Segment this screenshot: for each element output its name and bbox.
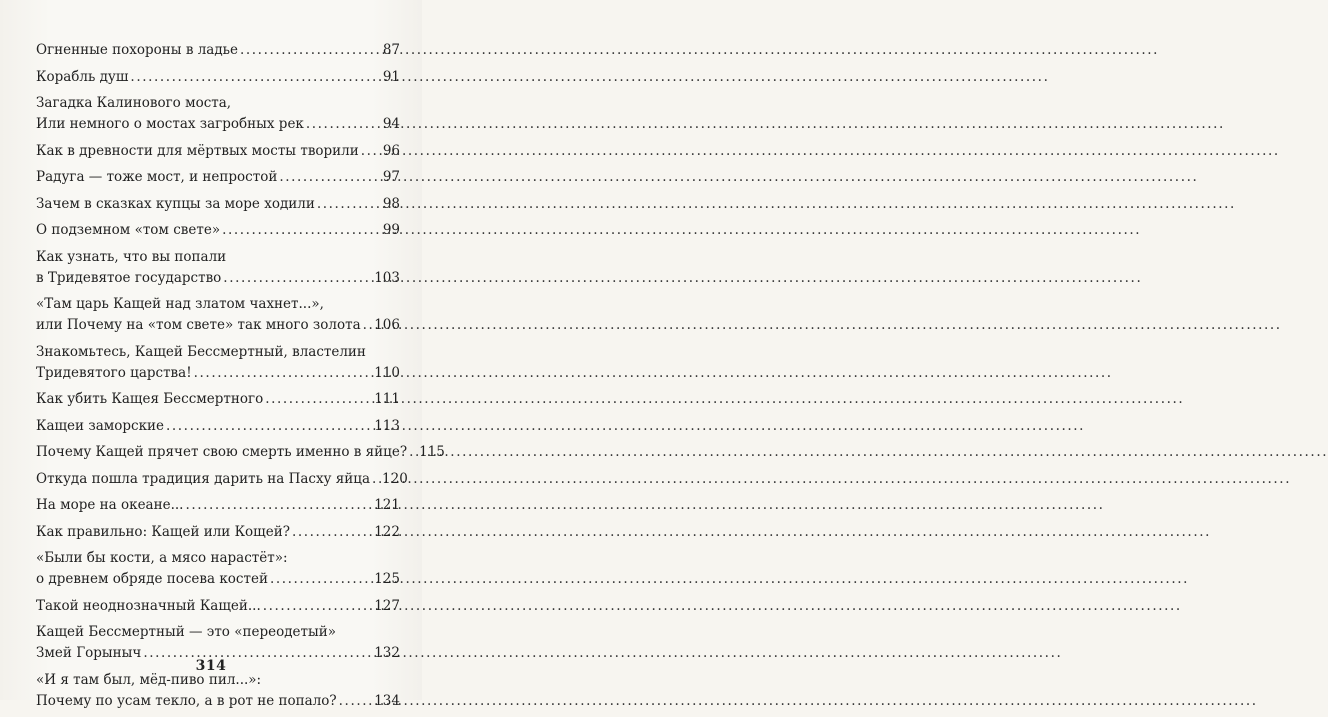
toc-entry-title: Радуга — тоже мост, и непростой (36, 169, 278, 185)
toc-entry (36, 495, 400, 516)
toc-entry (36, 247, 400, 289)
toc-entry-page: 122 (374, 523, 400, 540)
dot-leader (363, 315, 373, 336)
toc-entry (36, 548, 400, 590)
toc-entry (36, 141, 400, 162)
dot-leader (372, 469, 380, 490)
toc-entry-last-line (36, 315, 400, 336)
toc-entry-page: 115 (419, 444, 445, 460)
toc-entry-page: 113 (374, 417, 400, 434)
dot-leader (409, 442, 417, 463)
toc-entry-title: «И я там был, мёд-пиво пил...»: (36, 671, 262, 688)
toc-entry-last-line (36, 469, 408, 490)
dot-leader (240, 40, 381, 61)
toc-entry-page: 94 (382, 116, 400, 132)
dot-leader (339, 691, 373, 712)
toc-entry-last-line (36, 67, 400, 88)
toc-entry-title: Или немного о мостах загробных рек (36, 116, 304, 132)
toc-entry-last-line (36, 691, 400, 712)
toc-entry-last-line (36, 220, 400, 241)
toc-entry-line (36, 93, 400, 114)
toc-entry-page: 127 (374, 597, 400, 614)
toc-entry (36, 416, 400, 437)
toc-entry-line (36, 342, 400, 363)
toc-entry-title: На море на океане... (36, 497, 184, 513)
toc-entry-last-line (36, 416, 400, 437)
toc-entry-page: 111 (374, 391, 400, 407)
dot-leader (306, 114, 381, 135)
toc-entry-title: или Почему на «том свете» так много золота (36, 317, 361, 333)
toc-entry-last-line (36, 194, 400, 215)
toc-entry-line (36, 622, 400, 643)
toc-entry-title: Змей Горыныч (36, 645, 142, 661)
toc-entry-last-line (36, 167, 400, 188)
dot-leader (222, 220, 381, 241)
toc-entry-title: Как правильно: Кащей или Кощей? (36, 523, 290, 540)
dot-leader (194, 363, 373, 384)
toc-entry-title: Почему по усам текло, а в рот не попало? (36, 692, 337, 709)
toc-entry-title: Знакомьтесь, Кащей Бессмертный, властелин (36, 343, 366, 360)
toc-entry-last-line (36, 141, 400, 162)
toc-entry-title: Откуда пошла традиция дарить на Пасху яйца (36, 470, 371, 487)
dot-leader (223, 268, 372, 289)
page-number: 314 (195, 658, 227, 674)
toc-entry-last-line (36, 389, 400, 410)
toc-entry-title: «Были бы кости, а мясо нарастёт»: (36, 550, 288, 566)
toc-entry (36, 596, 400, 617)
toc-entry (36, 167, 400, 188)
toc-entry-title: Зачем в сказках купцы за море ходили (36, 195, 315, 212)
toc-entry-title: «Там царь Кащей над златом чахнет...», (36, 296, 324, 312)
dot-leader (185, 495, 372, 516)
toc-entry-last-line (36, 40, 400, 61)
toc-entry-page: 120 (382, 470, 408, 487)
toc-entry-line (36, 548, 400, 569)
toc-entry-title: Корабль душ (36, 68, 129, 85)
toc-entry-page: 134 (374, 692, 400, 709)
toc-entry-last-line (36, 596, 400, 617)
toc-entry (36, 522, 400, 543)
toc-entry (36, 67, 400, 88)
toc-entry-page: 125 (374, 571, 400, 587)
toc-entry-title: в Тридевятое государство (36, 269, 222, 286)
toc-entry-title: Загадка Калинового моста, (36, 95, 232, 111)
toc-entry-page: 106 (374, 317, 400, 333)
toc-entry-title: Такой неоднозначный Кащей... (36, 597, 261, 614)
toc-entry-page: 98 (382, 195, 400, 212)
toc-entry (36, 342, 400, 384)
toc-entry (36, 194, 400, 215)
toc-entry-last-line (36, 268, 400, 289)
toc-entry-last-line (36, 569, 400, 590)
dot-leader (265, 389, 372, 410)
dot-leader (292, 522, 372, 543)
toc-entry (36, 220, 400, 241)
toc-entry-page: 97 (382, 169, 400, 185)
toc-entry-page: 87 (382, 42, 400, 58)
toc-entry-page: 110 (374, 364, 400, 381)
toc-entry-line (36, 247, 400, 268)
toc-entry (36, 670, 400, 712)
dot-leader (263, 596, 372, 617)
dot-leader (317, 194, 381, 215)
toc-entry-page: 96 (382, 142, 400, 159)
toc-entry (36, 93, 400, 135)
toc-entry-last-line (36, 495, 400, 516)
table-of-contents (36, 40, 445, 717)
toc-entry-last-line (36, 114, 400, 135)
dot-leader (166, 416, 372, 437)
toc-entry-title: Кащеи заморские (36, 417, 164, 434)
toc-entry-page: 99 (382, 222, 400, 238)
toc-entry-title: Кащей Бессмертный — это «переодетый» (36, 624, 337, 640)
toc-entry-title: Огненные похороны в ладье (36, 42, 238, 58)
dot-leader (270, 569, 372, 590)
toc-entry (36, 442, 445, 463)
toc-entry-page: 121 (374, 497, 400, 513)
toc-entry (36, 469, 408, 490)
toc-entry-line (36, 294, 400, 315)
toc-entry-title: о древнем обряде посева костей (36, 571, 268, 587)
toc-entry-title: Как убить Кащея Бессмертного (36, 391, 264, 407)
toc-entry-page: 91 (382, 68, 400, 85)
toc-entry-title: Почему Кащей прячет свою смерть именно в яйце? (36, 444, 408, 460)
dot-leader (279, 167, 380, 188)
toc-entry-last-line (36, 522, 400, 543)
toc-entry-title: О подземном «том свете» (36, 222, 221, 238)
toc-entry-title: Как узнать, что вы попали (36, 248, 227, 265)
toc-entry-title: Тридевятого царства! (36, 364, 192, 381)
dot-leader (361, 141, 381, 162)
toc-entry-last-line (36, 363, 400, 384)
toc-entry-page: 132 (374, 645, 400, 661)
toc-entry (36, 294, 400, 336)
toc-entry-page: 103 (374, 269, 400, 286)
toc-entry-title: Как в древности для мёртвых мосты творили (36, 142, 359, 159)
book-page (0, 0, 445, 709)
toc-entry-last-line (36, 442, 445, 463)
toc-entry (36, 40, 400, 61)
dot-leader (130, 67, 380, 88)
toc-entry (36, 389, 400, 410)
